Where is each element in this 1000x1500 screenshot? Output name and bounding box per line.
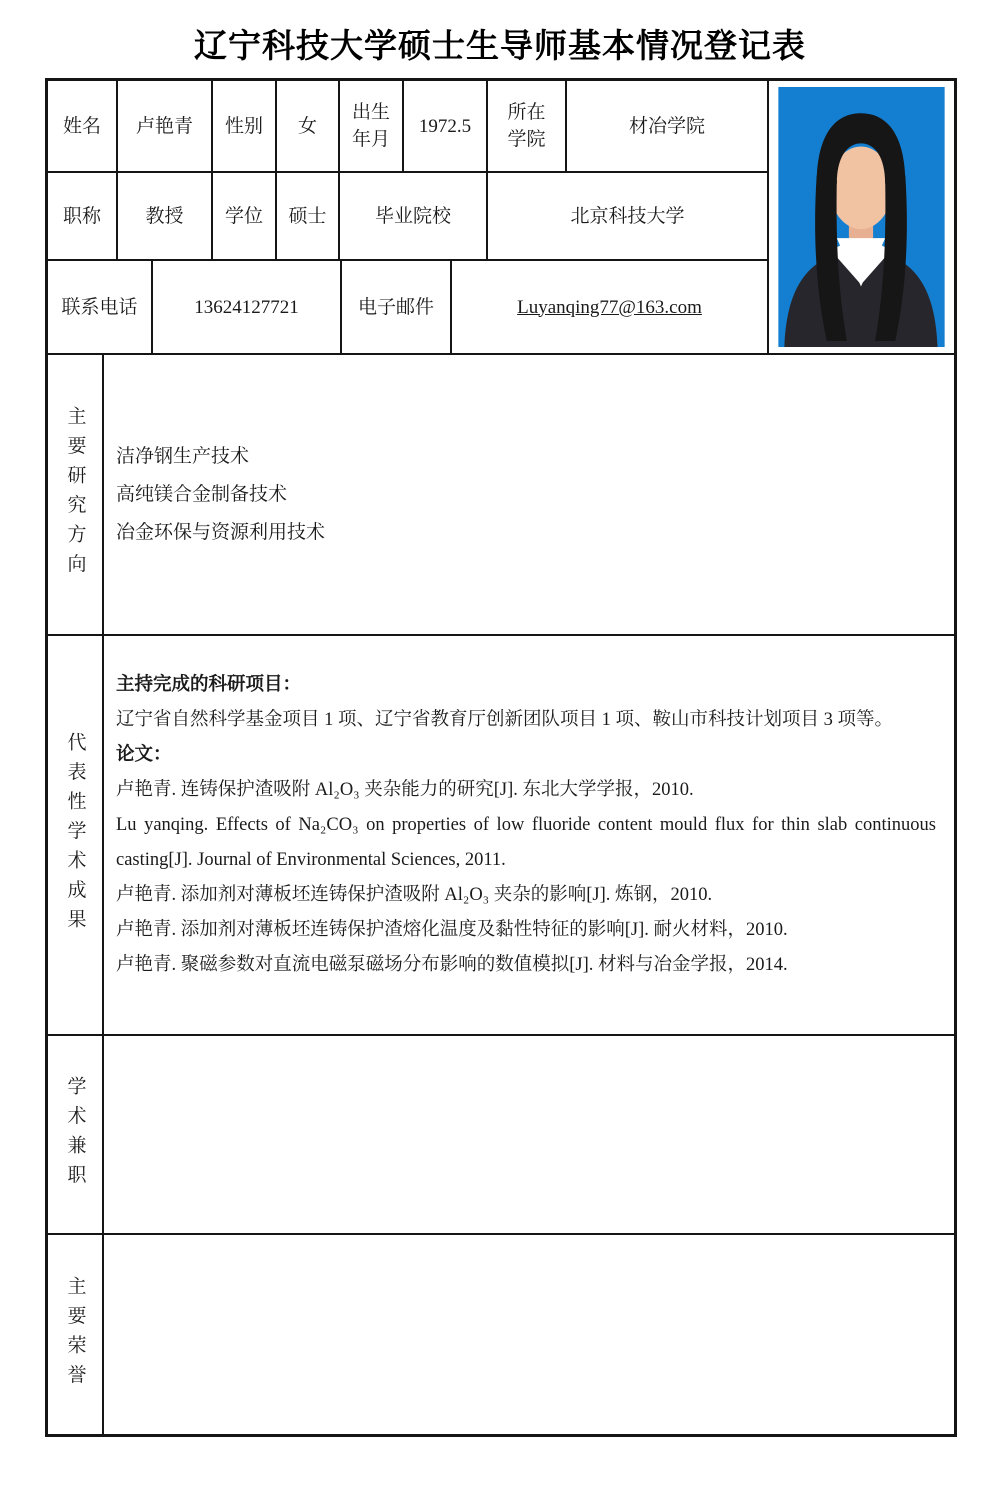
gender-label: 性别 <box>213 81 277 171</box>
birth-label <box>340 81 404 171</box>
email-label: 电子邮件 <box>342 261 452 353</box>
personal-info-grid <box>48 81 767 353</box>
degree-label: 学位 <box>213 173 277 259</box>
info-row-3 <box>48 261 767 353</box>
paper-item: 卢艳青. 添加剂对薄板坯连铸保护渣熔化温度及黏性特征的影响[J]. 耐火材料，2010. <box>116 920 788 940</box>
paper-item: 卢艳青. 聚磁参数对直流电磁泵磁场分布影响的数值模拟[J]. 材料与冶金学报，2014. <box>116 955 788 975</box>
job-title-label: 职称 <box>48 173 118 259</box>
positions-section <box>48 1036 954 1235</box>
photo-cell <box>767 81 954 353</box>
email-link[interactable]: Luyanqing77@163.com <box>517 296 702 318</box>
research-item: 高纯镁合金制备技术 <box>116 483 288 505</box>
job-title-value: 教授 <box>118 173 213 259</box>
birth-value: 1972.5 <box>404 81 488 171</box>
gender-value: 女 <box>277 81 340 171</box>
projects-heading: 主持完成的科研项目： <box>116 675 302 695</box>
page-title: 辽宁科技大学硕士生导师基本情况登记表 <box>194 27 806 64</box>
positions-label: 学术兼职 <box>64 1075 86 1194</box>
positions-content <box>104 1036 954 1233</box>
honors-content <box>104 1235 954 1434</box>
honors-label-cell <box>48 1235 104 1434</box>
paper-item: 卢艳青. 添加剂对薄板坯连铸保护渣吸附 Al₂O₃ 夹杂的影响[J]. 炼钢，2010. <box>116 885 713 905</box>
name-value: 卢艳青 <box>118 81 213 171</box>
positions-label-cell <box>48 1036 104 1233</box>
info-row-2 <box>48 173 767 261</box>
research-item: 冶金环保与资源利用技术 <box>116 521 326 543</box>
paper-item: Lu yanqing. Effects of Na₂CO₃ on properties of low fluoride content mould flux for thin slab continuous casting[J]. Journal of Environmental Sciences, 2011. <box>116 815 936 870</box>
name-label: 姓名 <box>48 81 118 171</box>
honors-section <box>48 1235 954 1434</box>
phone-label: 联系电话 <box>48 261 153 353</box>
research-item: 洁净钢生产技术 <box>116 445 250 467</box>
achievements-section <box>48 636 954 1036</box>
degree-value: 硕士 <box>277 173 340 259</box>
college-label-text: 所在学院 <box>507 102 546 150</box>
achievements-label-cell <box>48 636 104 1034</box>
research-label: 主要研究方向 <box>64 406 86 583</box>
research-section <box>48 355 954 636</box>
paper-item: 卢艳青. 连铸保护渣吸附 Al₂O₃ 夹杂能力的研究[J]. 东北大学学报，2010. <box>116 780 694 800</box>
achievements-label: 代表性学术成果 <box>64 731 86 939</box>
honors-label: 主要荣誉 <box>64 1275 86 1394</box>
school-value: 北京科技大学 <box>570 205 685 227</box>
college-value: 材冶学院 <box>628 115 705 137</box>
phone-value: 13624127721 <box>153 261 342 353</box>
research-label-cell <box>48 355 104 634</box>
info-row-1 <box>48 81 767 173</box>
id-photo <box>778 87 945 347</box>
papers-heading: 论文： <box>116 745 172 765</box>
college-label <box>488 81 567 171</box>
projects-text: 辽宁省自然科学基金项目 1 项、辽宁省教育厅创新团队项目 1 项、鞍山市科技计划项目 3 项等。 <box>116 710 894 730</box>
email-cell <box>452 261 767 353</box>
birth-label-text: 出生年月 <box>351 102 390 150</box>
personal-info-block <box>48 81 954 355</box>
registration-form-table <box>45 78 957 1437</box>
research-content <box>104 355 954 634</box>
achievements-content <box>104 636 954 1034</box>
school-label: 毕业院校 <box>340 173 488 259</box>
